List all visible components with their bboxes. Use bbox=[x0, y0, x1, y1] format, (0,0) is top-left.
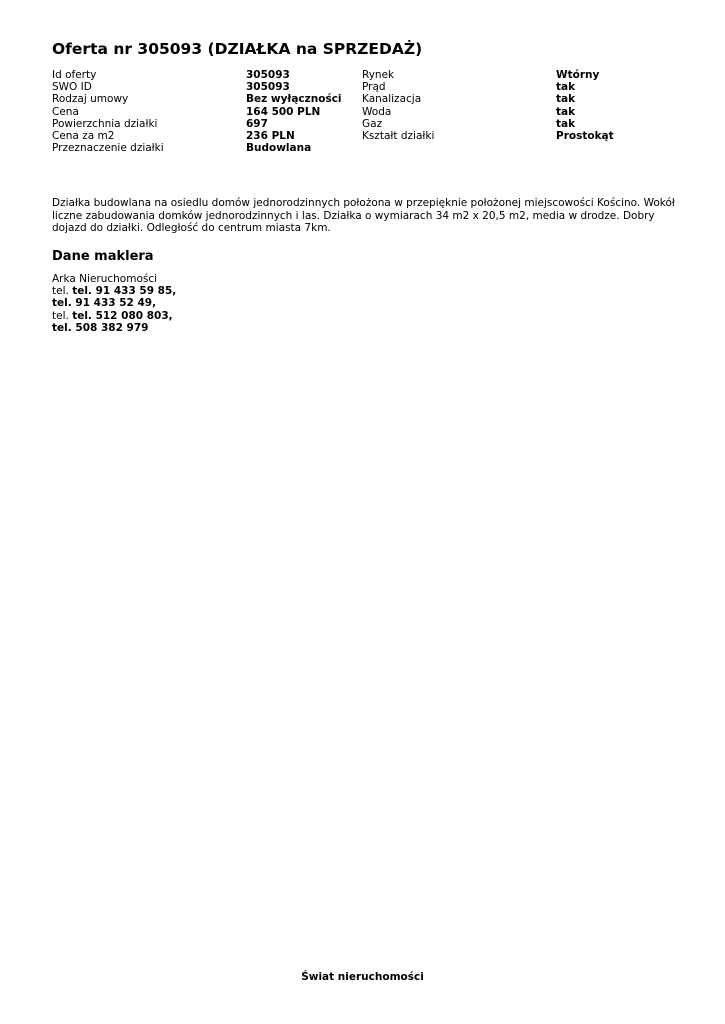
agent-phone-line bbox=[52, 310, 677, 322]
detail-label: Gaz bbox=[362, 117, 383, 130]
agent-phone-line bbox=[52, 285, 677, 297]
details-row bbox=[52, 81, 614, 93]
detail-value: Bez wyłączności bbox=[246, 93, 342, 106]
detail-label bbox=[362, 142, 556, 154]
offer-details-table bbox=[52, 69, 614, 154]
details-row bbox=[52, 106, 614, 118]
phone-number: tel. 91 433 52 49, bbox=[52, 297, 157, 310]
detail-label: Powierzchnia działki bbox=[52, 117, 158, 130]
details-row bbox=[52, 118, 614, 130]
detail-value: 164 500 PLN bbox=[246, 105, 321, 118]
phone-prefix: tel. bbox=[52, 309, 69, 322]
detail-label: SWO ID bbox=[52, 81, 92, 94]
agent-company: Arka Nieruchomości bbox=[52, 273, 158, 286]
detail-label: Kształt działki bbox=[362, 130, 435, 143]
detail-label: Kanalizacja bbox=[362, 93, 422, 106]
details-row bbox=[52, 130, 614, 142]
detail-label: Cena bbox=[52, 105, 79, 118]
detail-label: Rodzaj umowy bbox=[52, 93, 129, 106]
detail-label: Id oferty bbox=[52, 69, 97, 81]
phone-number: tel. 512 080 803, bbox=[72, 309, 173, 322]
detail-value: Budowlana bbox=[246, 142, 312, 155]
details-row bbox=[52, 142, 614, 154]
phone-prefix: tel. bbox=[52, 285, 69, 298]
phone-number: tel. 91 433 59 85, bbox=[72, 285, 177, 298]
detail-value: tak bbox=[556, 93, 576, 106]
offer-document bbox=[52, 38, 677, 334]
detail-value: tak bbox=[556, 105, 576, 118]
details-row bbox=[52, 69, 614, 81]
agent-contact bbox=[52, 273, 677, 334]
offer-description: Działka budowlana na osiedlu domów jednorodzinnych położona w przepięknie położonej miejscowości Kościno. Wokół liczne zabudowania domków jednorodzinnych i las. Działka o wymiarach 34 m2 x 20,5 m2, media w drodze. Dobry dojazd do działki. Odległość do centrum miasta 7km. bbox=[52, 197, 675, 234]
phone-number: tel. 508 382 979 bbox=[52, 321, 149, 334]
detail-value: 236 PLN bbox=[246, 130, 295, 143]
detail-value: Wtórny bbox=[556, 69, 600, 81]
detail-value: tak bbox=[556, 81, 576, 94]
detail-label: Woda bbox=[362, 105, 392, 118]
detail-label: Rynek bbox=[362, 69, 395, 81]
detail-value: Prostokąt bbox=[556, 130, 614, 143]
detail-value: 697 bbox=[246, 117, 268, 130]
detail-value: tak bbox=[556, 117, 576, 130]
detail-value bbox=[556, 142, 614, 154]
offer-title: Oferta nr 305093 (DZIAŁKA na SPRZEDAŻ) bbox=[52, 40, 423, 58]
page-footer: Świat nieruchomości bbox=[301, 971, 424, 983]
detail-value: 305093 bbox=[246, 69, 290, 81]
detail-label: Cena za m2 bbox=[52, 130, 115, 143]
details-row bbox=[52, 93, 614, 105]
agent-heading: Dane maklera bbox=[52, 249, 154, 265]
detail-label: Przeznaczenie działki bbox=[52, 142, 164, 155]
detail-label: Prąd bbox=[362, 81, 386, 94]
detail-value: 305093 bbox=[246, 81, 290, 94]
